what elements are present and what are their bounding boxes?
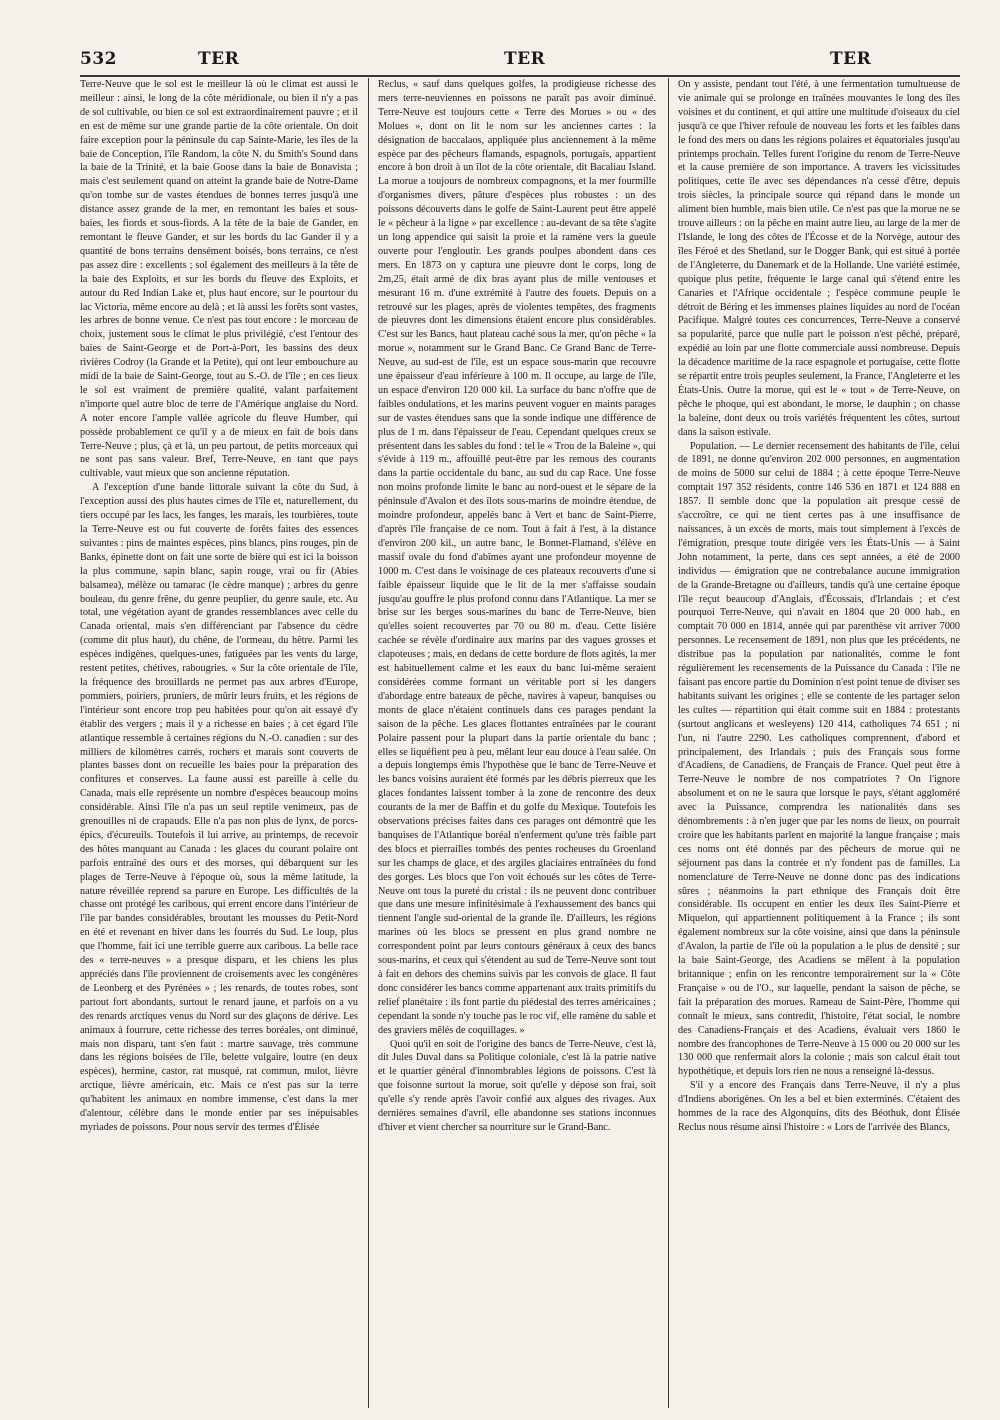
page-number: 532 (80, 49, 117, 69)
running-header (0, 44, 1000, 74)
column-left (80, 78, 358, 1408)
headword-center: TER (504, 49, 546, 69)
paragraph: Terre-Neuve que le sol est le meilleur là où le climat est aussi le meilleur : ainsi, le long de la côte méridionale, ou bien il n'y a pas de sol cultivable, ou bien ce sol est extraordinairement pauvre ; et il en est de même sur une grande partie de la côte orientale. On doit faire exception pour la péninsule du cap Sainte-Marie, les îles de la baie de Conception, l'île Random, la côte N. du Smith's Sound dans la baie de la Trinité, et la baie Goose dans la baie de Bonavista ; mais c'est seulement quand on atteint la grande baie de Notre-Dame qu'on tombe sur de vastes étendues de bonnes terres jusqu'à une distance assez grande de la mer, en remontant les baies et sous-baies, les fiords et sous-fiords. A la tête de la baie de Gander, en remontant le fleuve Gander, et sur les bords du lac Gander il y a quantité de bons terrains densément boisés, bons terrains, ce n'est pas assez dire : excellents ; sol également des meilleurs à la tête de la baie des Exploits, et sur les bords du fleuve des Exploits, et autour du Red Indian Lake et, plus haut encore, sur le pourtour du lac Victoria, même encore au delà ; et là aussi les forêts sont vastes, les arbres de bonne venue. Ce n'est pas tout encore : le morceau de choix, justement sous le climat le plus privilégié, c'est l'entour des baies de Saint-George et de Port-à-Port, les bassins des deux rivières Codroy (la Grande et la Petite), qui ont leur embouchure au midi de la baie de Saint-George, tout au S.-O. de l'île ; en ces lieux le sol est vraiment de première qualité, valant parfaitement n'importe quel autre bloc de terre de l'Amérique anglaise du Nord. A noter encore l'ample vallée agricole du fleuve Humber, qui possède probablement ce qu'il y a de mieux en fait de bois dans Terre-Neuve ; plus, çà et là, un peu partout, de petits morceaux qui ne sont pas sans valeur. Bref, Terre-Neuve, en tant que pays cultivable, vaut mieux que son ancienne réputation. (80, 79, 358, 480)
paragraph: Quoi qu'il en soit de l'origine des bancs de Terre-Neuve, c'est là, dit Jules Duval dans sa Politique coloniale, c'est là la patrie native et le quartier général d'innombrables légions de poissons. C'est là que foisonne surtout la morue, soit qu'elle y dépose son frai, soit qu'elle s'y rende après l'avoir confié aux algues des rivages. Aux dernières semaines d'avril, elle abandonne ses stations inconnues d'hiver et vient chercher sa nourriture sur le Grand-Banc. (378, 1038, 656, 1133)
headword-right: TER (830, 49, 872, 69)
paragraph: On y assiste, pendant tout l'été, à une fermentation tumultueuse de vie animale qui se prolonge en traînées mouvantes le long des îles voisines et du continent, et qui attire une multitude d'oiseaux du ciel jusqu'à ce que l'hiver refoule de nouveau les forts et les faibles dans le fond des mers ou dans les régions polaires et équatoriales jusqu'au printemps prochain. Telles furent l'origine du renom de Terre-Neuve et la cause première de son importance. A travers les vicissitudes politiques, cette île avec ses dépendances n'a cessé d'être, depuis trois siècles, la principale source qui répand dans le monde un aliment bien humble, mais bien utile. Ce n'est pas que la morue ne se trouve ailleurs : on la pêche en maint autre lieu, au large de la mer de l'Islande, le long des côtes de l'Écosse et de la Norvège, autour des îles Féroé et des Shetland, sur le Dogger Bank, qui est situé à portée de l'Angleterre, du Danemark et de la Hollande. Une variété estimée, quoique plus petite, fréquente le large canal qui s'étend entre les Canaries et l'Afrique occidentale ; l'espèce commune peuple le détroit de Béring et les immenses plaines liquides au nord de l'océan Pacifique. Malgré toutes ces concurrences, Terre-Neuve a conservé sa popularité, parce que nulle part le poisson n'est pêché, préparé, expédié au loin par une flotte commerciale aussi nombreuse. Depuis la décadence maritime de la race espagnole et portugaise, cette flotte se répartit entre trois peuples seulement, la France, l'Angleterre et les États-Unis. Outre la morue, qui est le « tout » de Terre-Neuve, on pêche le phoque, qui est abondant, le morse, le dauphin ; on chasse la baleine, dont deux ou trois variétés fréquentent les côtes, surtout dans la saison estivale. (678, 79, 960, 438)
paragraph: Population. — Le dernier recensement des habitants de l'île, celui de 1891, ne donne qu'environ 202 000 personnes, en augmentation de moins de 5000 sur celui de 1884 ; à cette époque Terre-Neuve comptait 197 352 résidents, contre 146 536 en 1871 et 124 888 en 1857. Il semble donc que la population ait presque cessé de s'accroître, ce qui ne tient certes pas à une insuffisance de naissances, à un excès de morts, mais tout simplement à l'excès de l'émigration, presque toute dirigée vers les États-Unis — à Saint John notamment, la perte, dans ces sept années, a été de 2000 individus — émigration que ne contrebalance aucune immigration de la Grande-Bretagne ou d'ailleurs, tandis qu'à une certaine époque l'île reçut beaucoup d'Anglais, d'Écossais, d'Irlandais ; et c'est pourquoi Terre-Neuve, qui n'avait en 1804 que 20 000 hab., en comptait 70 000 en 1814, année qui par parenthèse vit arriver 7000 personnes. Le recensement de 1891, non plus que les précédents, ne distribue pas la population par nationalités, comme le font régulièrement les recensements de la Puissance du Canada : l'île ne faisant pas encore partie du Dominion n'est point tenue de diviser ses habitants suivant les origines ; elle se contente de les partager selon les cultes — répartition qui était comme suit en 1884 : protestants (surtout anglicans et wesleyens) 120 414, catholiques 74 651 ; ni l'un, ni l'autre 2290. Les catholiques comprennent, d'abord et principalement, des Irlandais ; puis des Français sous forme d'Acadiens, de Canadiens, de Français de France. Quel peut être à Terre-Neuve le nombre de nos compatriotes ? On l'ignore absolument et on ne le saura que lorsque le pays, s'étant aggloméré avec la Puissance, comprendra les nationalités dans ses dénombrements : à n'en juger que par les noms de lieux, on pourrait croire que les habitants parlent en majorité la langue française ; mais ces noms ont été donnés par des pêcheurs de morue qui ne séjournent pas dans la contrée et n'y fondent pas de familles. La nomenclature de Terre-Neuve ne donne donc pas des indications sûres ; néanmoins la part ethnique des Français doit être considérable. Ils occupent en entier les deux îles Saint-Pierre et Miquelon, qui appartiennent politiquement à la France ; ils sont également nombreux sur la côte voisine, ainsi que dans la péninsule d'Avalon, la partie de l'île où la population a le plus de densité ; sur la baie Saint-George, des Acadiens se mêlent à la population britannique ; enfin on les rencontre temporairement sur la « Côte Française » ou de l'O., sur laquelle, pendant la saison de pêche, se fait la préparation des morues. Rameau de Saint-Père, l'homme qui connaît le mieux, sans contredit, l'histoire, l'état social, le nombre des Canadiens-Français et des Acadiens, évaluait vers 1860 le nombre des francophones de Terre-Neuve à 15 000 ou 20 000 sur les 130 000 que renfermait alors la colonie ; mais son calcul était tout hypothétique, et depuis lors rien ne nous a renseigné là-dessus. (678, 440, 960, 1078)
column-center (378, 78, 656, 1408)
paragraph: A l'exception d'une bande littorale suivant la côte du Sud, à l'exception aussi des plus hautes cimes de l'île et, naturellement, du tiers occupé par les lacs, les fanges, les marais, les tourbières, toute la Terre-Neuve est ou fut couverte de forêts faites des essences suivantes : pins de maintes espèces, pins blancs, pins rouges, pin de Banks, épinette dont on fait une sorte de bière qui est ici la boisson la plus commune, sapin blanc, sapin rouge, vrai ou fir (Abies balsamea), mélèze ou tamarac (le cèdre manque) ; arbres du genre bouleau, du genre frêne, du genre peuplier, du genre saule, etc. Au total, une végétation ayant de grandes ressemblances avec celle du Canada oriental, mais s'en différenciant par l'absence du cèdre (comme dit plus haut), du chêne, de l'ormeau, du hêtre. Parmi les espèces indigènes, quelques-unes, fatiguées par les vents du large, restent petites, chétives, rabougries. « Sur la côte orientale de l'île, la fréquence des brouillards ne permet pas aux arbres d'Europe, pommiers, poiriers, pruniers, de mûrir leurs fruits, et les régions de l'intérieur sont encore trop peu habitées pour qu'on ait essayé d'y établir des vergers ; mais il y a richesse en baies ; à cet égard l'île atlantique ressemble à certaines régions du N.-O. canadien : sur des milliers de kilomètres carrés, rochers et marais sont couverts de plantes basses dont on recueille les baies pour la préparation des confitures et conserves. La faune aussi est pareille à celle du Canada, mais elle représente un nombre d'espèces beaucoup moins considérable. Ainsi l'île n'a pas un seul reptile venimeux, pas de grenouilles ni de crapauds. Elle n'a pas non plus de lynx, de porcs-épics, d'écureuils. Toutefois il lui arrive, au printemps, de recevoir des hôtes manquant au Canada : les glaces du courant polaire ont parfois entraîné des ours et des morses, qui débarquent sur les plages de Terre-Neuve à l'époque où, sous la même latitude, la nature réveillée reprend sa parure en Europe. Les difficultés de la chasse ont protégé les caribous, qui errent encore dans l'intérieur de l'île par bandes considérables, broutant les mousses du Petit-Nord en été et revenant en hiver dans les fourrés du Sud. Le loup, plus que l'homme, fait ici une terrible guerre aux caribous. La belle race des « terre-neuves » a presque disparu, et les chiens les plus appréciés dans l'île proviennent de croisements avec les congénères de Leonberg et des Pyrénées » ; les renards, de toutes robes, sont partout fort abondants, surtout le renard jaune, et parfois on a vu des renards arctiques venus du Nord sur des glaçons de dérive. Les animaux à fourrure, cette richesse des terres boréales, ont diminué, mais non disparu, tant s'en faut : martre sauvage, très commune dans les régions boisées de l'île, belette vulgaire, loutre (en deux espèces), hermine, castor, rat musqué, rat commun, mulot, lièvre arctique, lièvre américain, etc. Mais ce n'est pas sur la terre qu'habitent les animaux en nombre immense, c'est dans la mer d'alentour, célèbre dans le monde entier par ses inépuisables myriades de poissons. Pour nous servir des termes d'Élisée (80, 482, 358, 1133)
paragraph: S'il y a encore des Français dans Terre-Neuve, il n'y a plus d'Indiens aborigènes. On les a bel et bien exterminés. C'étaient des hommes de la race des Algonquins, dits des Béothuk, dont Élisée Reclus nous résume ainsi l'histoire : « Lors de l'arrivée des Blancs, (678, 1080, 960, 1133)
paragraph: Reclus, « sauf dans quelques golfes, la prodigieuse richesse des mers terre-neuviennes en poissons ne paraît pas avoir diminué. Terre-Neuve est toujours cette « Terre des Morues » ou « des Molues », dont on lit le nom sur les anciennes cartes : la désignation de baccalaos, appliquée plus anciennement à la même espèce par des pêcheurs flamands, espagnols, portugais, appartient encore à bon droit à un îlot de la côte orientale, dit Bacaliau Island. La morue a toujours de nombreux compagnons, et la mer fourmille d'organismes divers, pâture d'espèces plus robustes : un des poissons découverts dans le golfe de Saint-Laurent peut être appelé le « pêcheur à la ligne » par excellence : au-devant de sa tête s'agite un long appendice qui saisit la proie et la ramène vers la gueule ouverte pour l'engloutir. Les grands poulpes abondent dans ces mers. En 1873 on y captura une pieuvre dont le corps, long de 2m,25, était armé de dix bras ayant plus de mille ventouses et mesurant 16 m. d'une extrémité à l'autre des fouets. Depuis on a retrouvé sur les plages, après de violentes tempêtes, des fragments de pieuvres dont les dimensions étaient encore plus considérables. C'est sur les Bancs, haut plateau caché sous la mer, qu'on pêche « la morue », notamment sur le Grand Banc. Ce Grand Banc de Terre-Neuve, au sud-est de l'île, est un espace sous-marin que recouvre une épaisseur d'eau inférieure à 100 m. Il occupe, au large de l'île, un espace d'environ 120 000 kil. La surface du banc n'offre que de faibles ondulations, et les marins peuvent voguer en maints parages sur de vastes étendues sans que la sonde indique une différence de plus de 1 m. dans l'épaisseur de l'eau. Cependant quelques creux se présentent dans les sables du fond : tel le « Trou de la Baleine », qui s'évide à 119 m., affouillé peut-être par les remous des courants dans la partie occidentale du banc, au sud du cap Race. Une fosse non moins profonde limite le banc au nord-ouest et le sépare de la péninsule d'Avalon et des îlots sous-marins de moindre étendue, de moindre profondeur, appelés banc à Vert et banc de Saint-Pierre, d'après l'île française de ce nom. Tout à fait à l'est, à la distance d'environ 200 kil., un autre banc, le Bonnet-Flamand, s'élève en massif ovale du fond d'abîmes ayant une profondeur moyenne de 1000 m. C'est dans le voisinage de ces plateaux recouverts d'une si faible épaisseur liquide que le lit de la mer s'affaisse soudain jusqu'au gouffre le plus profond connu dans l'Atlantique. La mer se brise sur les berges sous-marines du banc de Terre-Neuve, bien qu'elles soient recouvertes par 70 ou 80 m. d'eau. Cette lisière cachée se révèle d'ordinaire aux marins par des vagues grosses et clapoteuses ; mais, en dedans de cette bordure de flots agités, la mer est habituellement calme et les eaux du banc lui-même seraient considérées comme formant un véritable port si les dangers d'abordage entre bateaux de pêche, navires à vapeur, banquises ou monts de glace n'étaient continuels dans ces parages pendant la saison de la pêche. Les glaces flottantes entraînées par le courant Polaire passent pour la plupart dans la partie orientale du banc ; elles se liquéfient peu à peu, mêlant leur eau douce à l'eau salée. On a depuis longtemps émis l'hypothèse que le banc de Terre-Neuve et les bancs voisins auraient été formés par les débris pierreux que les glaces fondantes laissent tomber à la zone de rencontre des deux courants de la mer de Baffin et du golfe du Mexique. Toutefois les observations précises faites dans ces parages ont démontré que les banquises de l'Atlantique boréal n'enferment qu'une très faible part des blocs et pierrailles tombés des pentes rocheuses du Groenland sur les champs de glace, et des argiles glaciaires entraînées du fond des gorges. Les blocs que l'on voit échoués sur les côtes de Terre-Neuve ont tous la pureté du cristal : ils ne peuvent donc contribuer que dans une mesure infinitésimale à l'exhaussement des bancs qui tiennent l'angle sud-oriental de la grande île. D'ailleurs, les régions marines où les blocs se pressent en plus grand nombre ne correspondent point par leurs contours généraux à ceux des bancs sous-marins, et ceux qui s'étendent au sud de Terre-Neuve sont tout à fait en dehors des chemins suivis par les convois de glace. Il faut donc considérer les bancs comme appartenant aux traits primitifs du relief planétaire : ils font partie du piédestal des terres américaines ; cependant la sonde n'y touche pas le roc vif, elle ramène du sable et des graviers mêlés de coquillages. » (378, 79, 656, 1036)
headword-left: TER (198, 49, 240, 69)
column-right (678, 78, 960, 1408)
text-columns (80, 78, 960, 1408)
header-rule (80, 75, 960, 77)
